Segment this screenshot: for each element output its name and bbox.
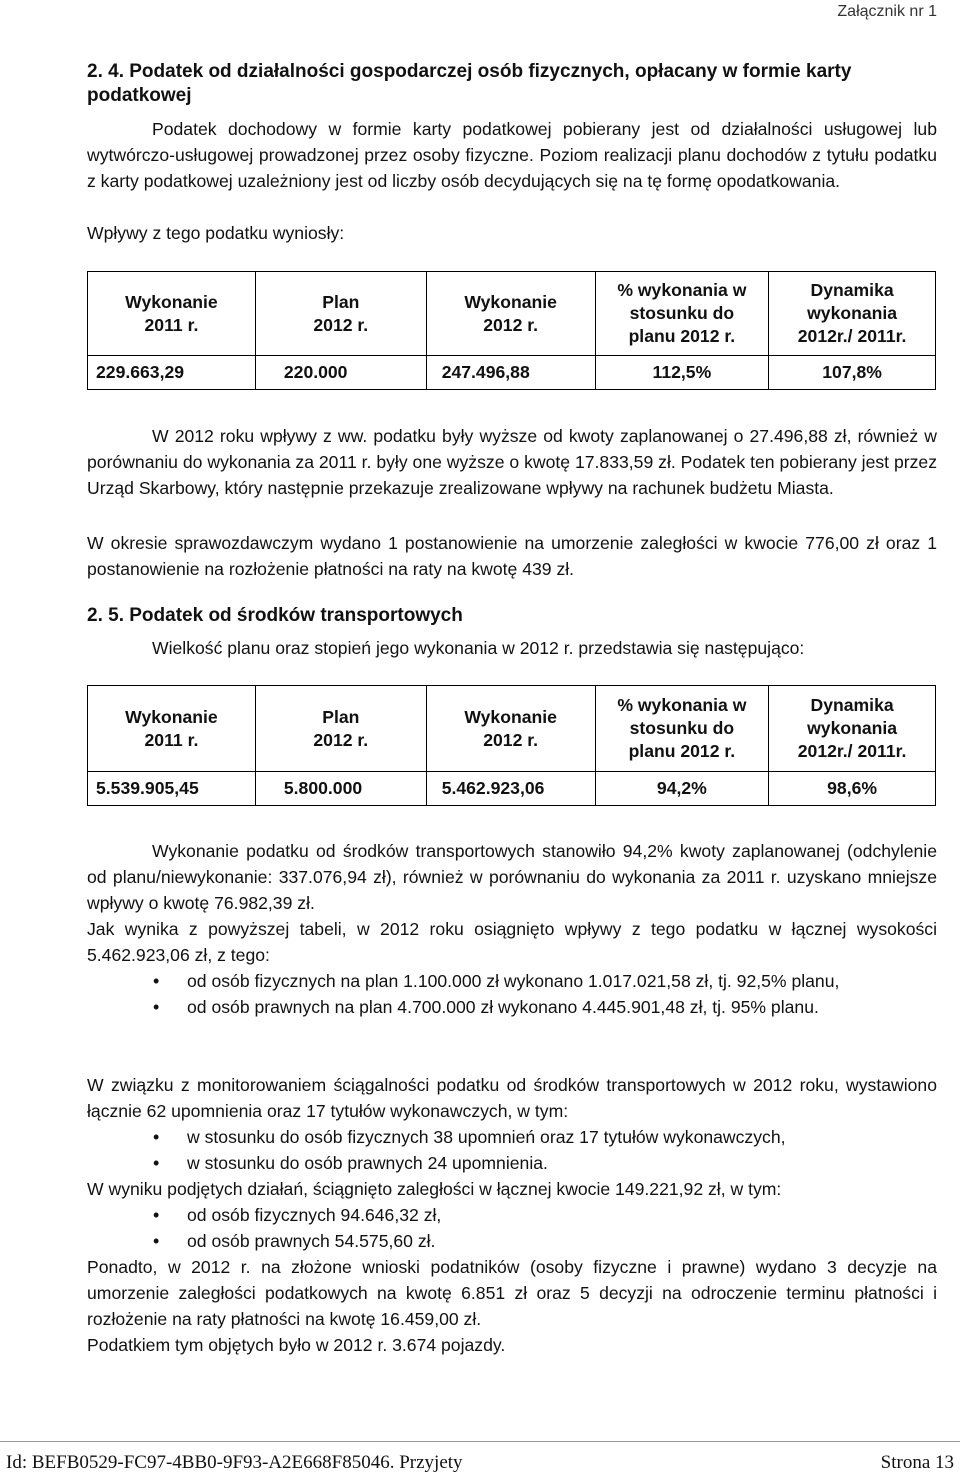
table-header-cell: Wykonanie 2012 r.	[426, 686, 595, 772]
table-header-cell: Dynamika wykonania 2012r./ 2011r.	[769, 686, 936, 772]
table-header-cell: % wykonania w stosunku do planu 2012 r.	[595, 272, 769, 356]
section-25-bullets3	[153, 1202, 937, 1254]
list-item: • w stosunku do osób prawnych 24 upomnienia.	[153, 1150, 937, 1176]
section-24-intro: Wpływy z tego podatku wyniosły:	[87, 223, 345, 243]
section-25-intro: Wielkość planu oraz stopień jego wykonania w 2012 r. przedstawia się następująco:	[152, 638, 805, 658]
section-25-heading: 2. 5. Podatek od środków transportowych	[87, 605, 463, 626]
list-item: • od osób fizycznych na plan 1.100.000 zł wykonano 1.017.021,58 zł, tj. 92,5% planu,	[153, 968, 937, 994]
table-header-cell: % wykonania w stosunku do planu 2012 r.	[595, 686, 769, 772]
bullet-icon: •	[153, 997, 160, 1017]
attachment-label: Załącznik nr 1	[837, 3, 937, 20]
section-25-bullets1	[153, 968, 937, 1020]
table-cell: 247.496,88	[426, 356, 595, 390]
list-item: • od osób fizycznych 94.646,32 zł,	[153, 1202, 937, 1228]
table-cell: 5.462.923,06	[426, 772, 595, 806]
table-header-cell: Wykonanie 2011 r.	[88, 272, 256, 356]
section-24-heading-line1: 2. 4. Podatek od działalności gospodarczej osób fizycznych, opłacany w formie karty	[87, 61, 852, 82]
table-cell: 107,8%	[769, 356, 936, 390]
list-item: • od osób prawnych 54.575,60 zł.	[153, 1228, 937, 1254]
section-25-paragraph3: W związku z monitorowaniem ściągalności podatku od środków transportowych w 2012 roku, wystawiono łącznie 62 upomnienia oraz 17 tytułów wykonawczych, w tym:	[87, 1075, 937, 1121]
bullet-icon: •	[153, 1153, 160, 1173]
section-24-heading	[87, 60, 939, 108]
section-24-paragraph1: Podatek dochodowy w formie karty podatkowej pobierany jest od działalności usługowej lub wytwórczo-usługowej prowadzonej przez osoby fizyczne. Poziom realizacji planu dochodów z tytułu podatku z karty podatkowej uzależniony jest od liczby osób decydujących się na tę formę opodatkowania.	[87, 119, 937, 191]
list-item: • od osób prawnych na plan 4.700.000 zł wykonano 4.445.901,48 zł, tj. 95% planu.	[153, 994, 937, 1020]
table-header-cell: Dynamika wykonania 2012r./ 2011r.	[769, 272, 936, 356]
table-cell: 5.539.905,45	[88, 772, 256, 806]
table-header-cell: Plan 2012 r.	[255, 272, 426, 356]
section-24-heading-line2: podatkowej	[87, 85, 192, 106]
list-item: • w stosunku do osób fizycznych 38 upomnień oraz 17 tytułów wykonawczych,	[153, 1124, 937, 1150]
section-25-paragraph4: W wyniku podjętych działań, ściągnięto zaległości w łącznej kwocie 149.221,92 zł, w tym:	[87, 1179, 782, 1199]
section-25-paragraph1: Wykonanie podatku od środków transportowych stanowiło 94,2% kwoty zaplanowanej (odchylenie od planu/niewykonanie: 337.076,94 zł), również w porównaniu do wykonania za 2011 r. uzyskano mniejsze wpływy o kwotę 76.982,39 zł.	[87, 841, 937, 913]
table-header-row	[88, 272, 936, 356]
table-cell: 112,5%	[595, 356, 769, 390]
section-25-paragraph6: Podatkiem tym objętych było w 2012 r. 3.674 pojazdy.	[87, 1335, 506, 1355]
section-25-paragraph2: Jak wynika z powyższej tabeli, w 2012 roku osiągnięto wpływy z tego podatku w łącznej wysokości 5.462.923,06 zł, z tego:	[87, 919, 937, 965]
table-cell: 5.800.000	[255, 772, 426, 806]
page-number: Strona 13	[880, 1452, 954, 1473]
table-cell: 94,2%	[595, 772, 769, 806]
section-25-table	[87, 685, 936, 806]
bullet-icon: •	[153, 971, 160, 991]
section-24-paragraph3: W okresie sprawozdawczym wydano 1 postanowienie na umorzenie zaległości w kwocie 776,00 zł oraz 1 postanowienie na rozłożenie płatności na raty na kwotę 439 zł.	[87, 533, 937, 579]
table-cell: 229.663,29	[88, 356, 256, 390]
bullet-icon: •	[153, 1205, 160, 1225]
section-24-paragraph2: W 2012 roku wpływy z ww. podatku były wyższe od kwoty zaplanowanej o 27.496,88 zł, również w porównaniu do wykonania za 2011 r. były one wyższe o kwotę 17.833,59 zł. Podatek ten pobierany jest przez Urząd Skarbowy, który następnie przekazuje zrealizowane wpływy na rachunek budżetu Miasta.	[87, 426, 937, 498]
bullet-icon: •	[153, 1231, 160, 1251]
table-cell: 220.000	[255, 356, 426, 390]
footer-divider	[0, 1441, 960, 1442]
table-header-cell: Plan 2012 r.	[255, 686, 426, 772]
bullet-icon: •	[153, 1127, 160, 1147]
table-row	[88, 356, 936, 390]
section-25-bullets2	[153, 1124, 937, 1176]
table-row	[88, 772, 936, 806]
document-id: Id: BEFB0529-FC97-4BB0-9F93-A2E668F85046. Przyjety	[6, 1452, 463, 1473]
table-cell: 98,6%	[769, 772, 936, 806]
table-header-cell: Wykonanie 2012 r.	[426, 272, 595, 356]
table-header-cell: Wykonanie 2011 r.	[88, 686, 256, 772]
section-24-table	[87, 271, 936, 390]
section-25-paragraph5: Ponadto, w 2012 r. na złożone wnioski podatników (osoby fizyczne i prawne) wydano 3 decyzje na umorzenie zaległości podatkowych na kwotę 6.851 zł oraz 5 decyzji na odroczenie terminu płatności i rozłożenie na raty płatności na kwotę 16.459,00 zł.	[87, 1257, 937, 1329]
table-header-row	[88, 686, 936, 772]
